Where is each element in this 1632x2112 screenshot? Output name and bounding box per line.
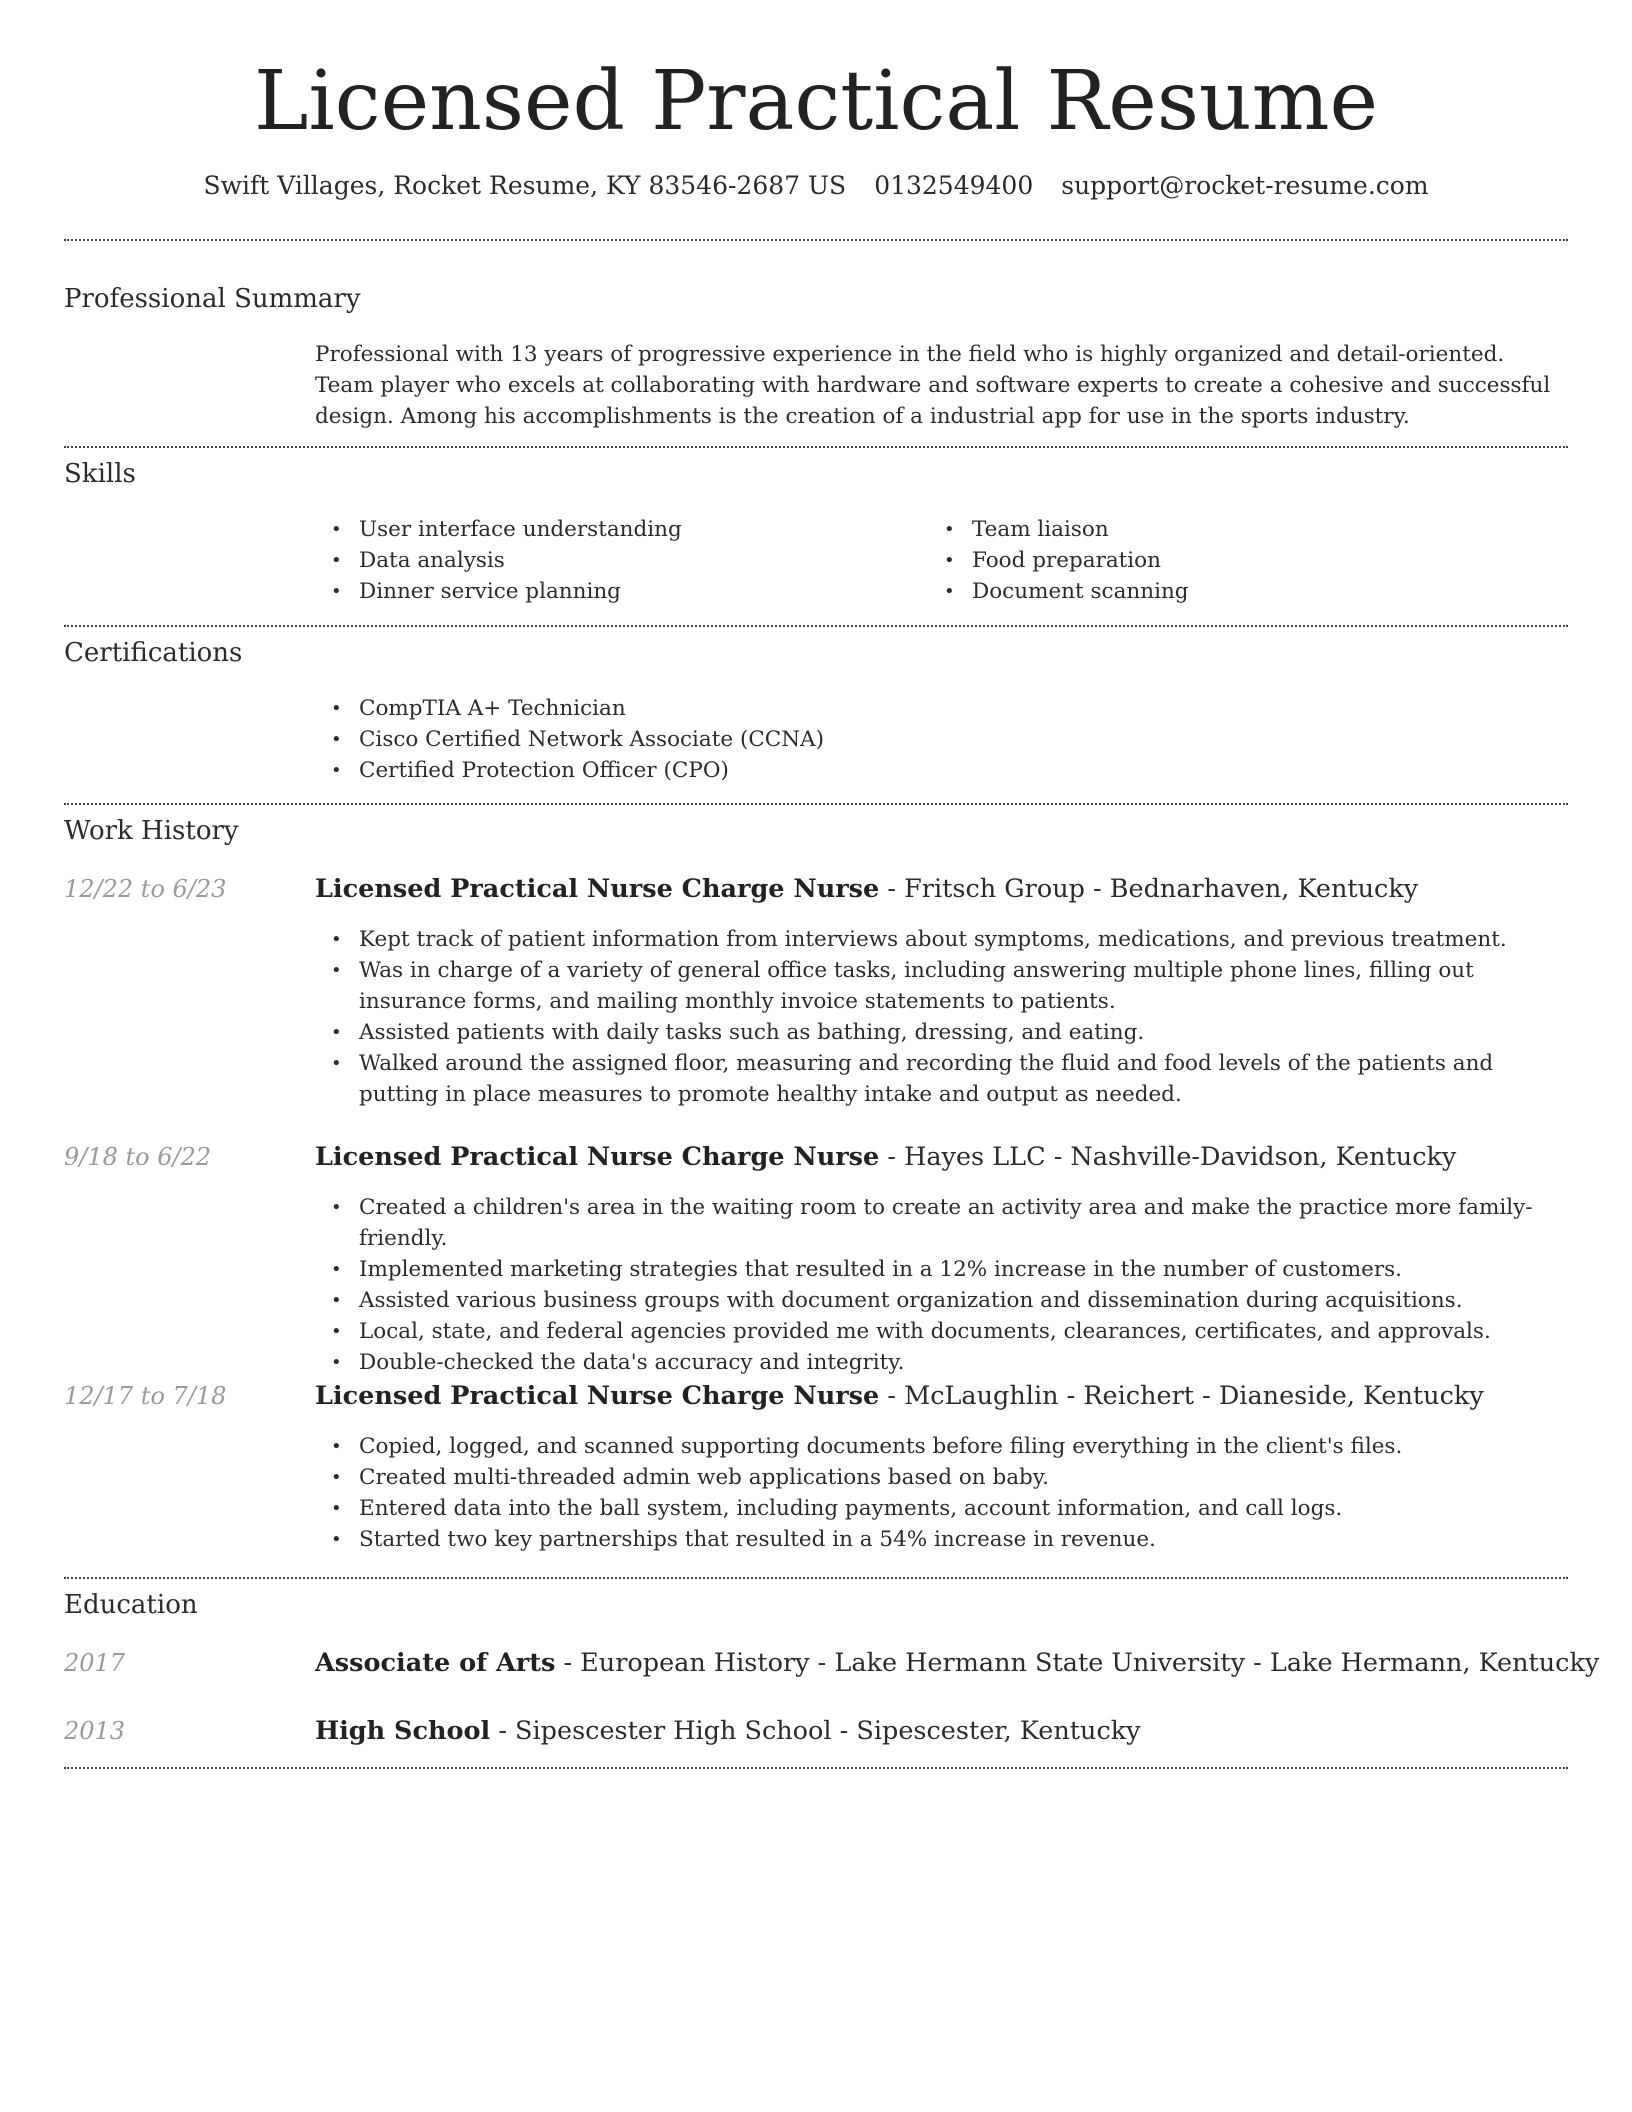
job-position: Licensed Practical Nurse Charge Nurse: [315, 874, 880, 904]
section-title-summary: Professional Summary: [64, 284, 361, 314]
education-entry: [315, 1715, 1568, 1747]
job-bullets: [315, 1431, 1568, 1555]
education-degree: High School: [315, 1716, 491, 1746]
divider: [64, 239, 1568, 241]
education-year: 2013: [64, 1717, 126, 1745]
job-bullet: • Started two key partnerships that resulted in a 54% increase in revenue.: [359, 1524, 1568, 1555]
skills-column-right: [928, 514, 1528, 607]
summary-paragraph: Professional with 13 years of progressive experience in the field who is highly organized and detail-oriented. Team player who excels at collaborating with hardware and software experts to create a cohesive and successful design. Among his accomplishments is the creation of a industrial app for use in the sports industry.: [315, 342, 1551, 429]
job-details: - Fritsch Group - Bednarhaven, Kentucky: [879, 874, 1419, 904]
section-title-education: Education: [64, 1590, 198, 1620]
job-details: - McLaughlin - Reichert - Dianeside, Kentucky: [879, 1381, 1484, 1411]
job-details: - Hayes LLC - Nashville-Davidson, Kentucky: [879, 1142, 1457, 1172]
contact-email: support@rocket-resume.com: [1061, 171, 1429, 200]
contact-phone: 0132549400: [874, 171, 1034, 200]
job-position: Licensed Practical Nurse Charge Nurse: [315, 1142, 880, 1172]
resume-page: [64, 0, 1600, 1746]
job-dates: 9/18 to 6/22: [64, 1143, 212, 1171]
education-entry: [315, 1647, 1600, 1679]
certifications-list: [315, 693, 1568, 786]
job-dates: 12/22 to 6/23: [64, 875, 227, 903]
certification-item: • CompTIA A+ Technician: [359, 693, 1568, 724]
job-title: [315, 1380, 1568, 1412]
job-bullet: • Created multi-threaded admin web applications based on baby.: [359, 1462, 1568, 1493]
job-bullet: • Created a children's area in the waiting room to create an activity area and make the practice more family-friendly.: [359, 1192, 1568, 1254]
skill-item: • Team liaison: [972, 514, 1528, 545]
job-bullet: • Was in charge of a variety of general office tasks, including answering multiple phone lines, filling out insurance forms, and mailing monthly invoice statements to patients.: [359, 955, 1568, 1017]
education-details: - European History - Lake Hermann State University - Lake Hermann, Kentucky: [555, 1648, 1600, 1678]
job-bullet: • Assisted various business groups with document organization and dissemination during acquisitions.: [359, 1285, 1568, 1316]
job-title: [315, 873, 1568, 905]
contact-line: [64, 170, 1568, 202]
skills-list: [315, 514, 1568, 614]
section-title-work: Work History: [64, 816, 239, 846]
section-title-skills: Skills: [64, 459, 136, 489]
job-bullets: [315, 924, 1568, 1110]
job-bullet: • Assisted patients with daily tasks such as bathing, dressing, and eating.: [359, 1017, 1568, 1048]
job-bullet: • Entered data into the ball system, including payments, account information, and call logs.: [359, 1493, 1568, 1524]
job-dates: 12/17 to 7/18: [64, 1382, 227, 1410]
skills-column-left: [315, 514, 915, 607]
job-bullet: • Kept track of patient information from interviews about symptoms, medications, and previous treatment.: [359, 924, 1568, 955]
job-bullet: • Double-checked the data's accuracy and integrity.: [359, 1347, 1568, 1378]
job-title: [315, 1141, 1568, 1173]
job-bullet: • Local, state, and federal agencies provided me with documents, clearances, certificates, and approvals.: [359, 1316, 1568, 1347]
education-year: 2017: [64, 1649, 126, 1677]
job-bullet: • Copied, logged, and scanned supporting documents before filing everything in the client's files.: [359, 1431, 1568, 1462]
skill-item: • Food preparation: [972, 545, 1528, 576]
education-degree: Associate of Arts: [315, 1648, 556, 1678]
job-bullets: [315, 1192, 1568, 1378]
divider: [64, 803, 1568, 805]
skill-item: • Data analysis: [359, 545, 915, 576]
job-position: Licensed Practical Nurse Charge Nurse: [315, 1381, 880, 1411]
education-details: - Sipescester High School - Sipescester, Kentucky: [490, 1716, 1141, 1746]
divider: [64, 625, 1568, 627]
certification-item: • Cisco Certified Network Associate (CCNA): [359, 724, 1568, 755]
skill-item: • Dinner service planning: [359, 576, 915, 607]
contact-address: Swift Villages, Rocket Resume, KY 83546-2687 US: [203, 171, 847, 200]
divider: [64, 1577, 1568, 1579]
certification-item: • Certified Protection Officer (CPO): [359, 755, 1568, 786]
divider: [64, 1767, 1568, 1769]
job-bullet: • Implemented marketing strategies that resulted in a 12% increase in the number of customers.: [359, 1254, 1568, 1285]
job-bullet: • Walked around the assigned floor, measuring and recording the fluid and food levels of the patients and putting in place measures to promote healthy intake and output as needed.: [359, 1048, 1568, 1110]
resume-name: Licensed Practical Resume: [253, 54, 1379, 149]
summary-text: [315, 339, 1568, 432]
skill-item: • User interface understanding: [359, 514, 915, 545]
skill-item: • Document scanning: [972, 576, 1528, 607]
section-title-certifications: Certifications: [64, 638, 243, 668]
divider: [64, 446, 1568, 448]
